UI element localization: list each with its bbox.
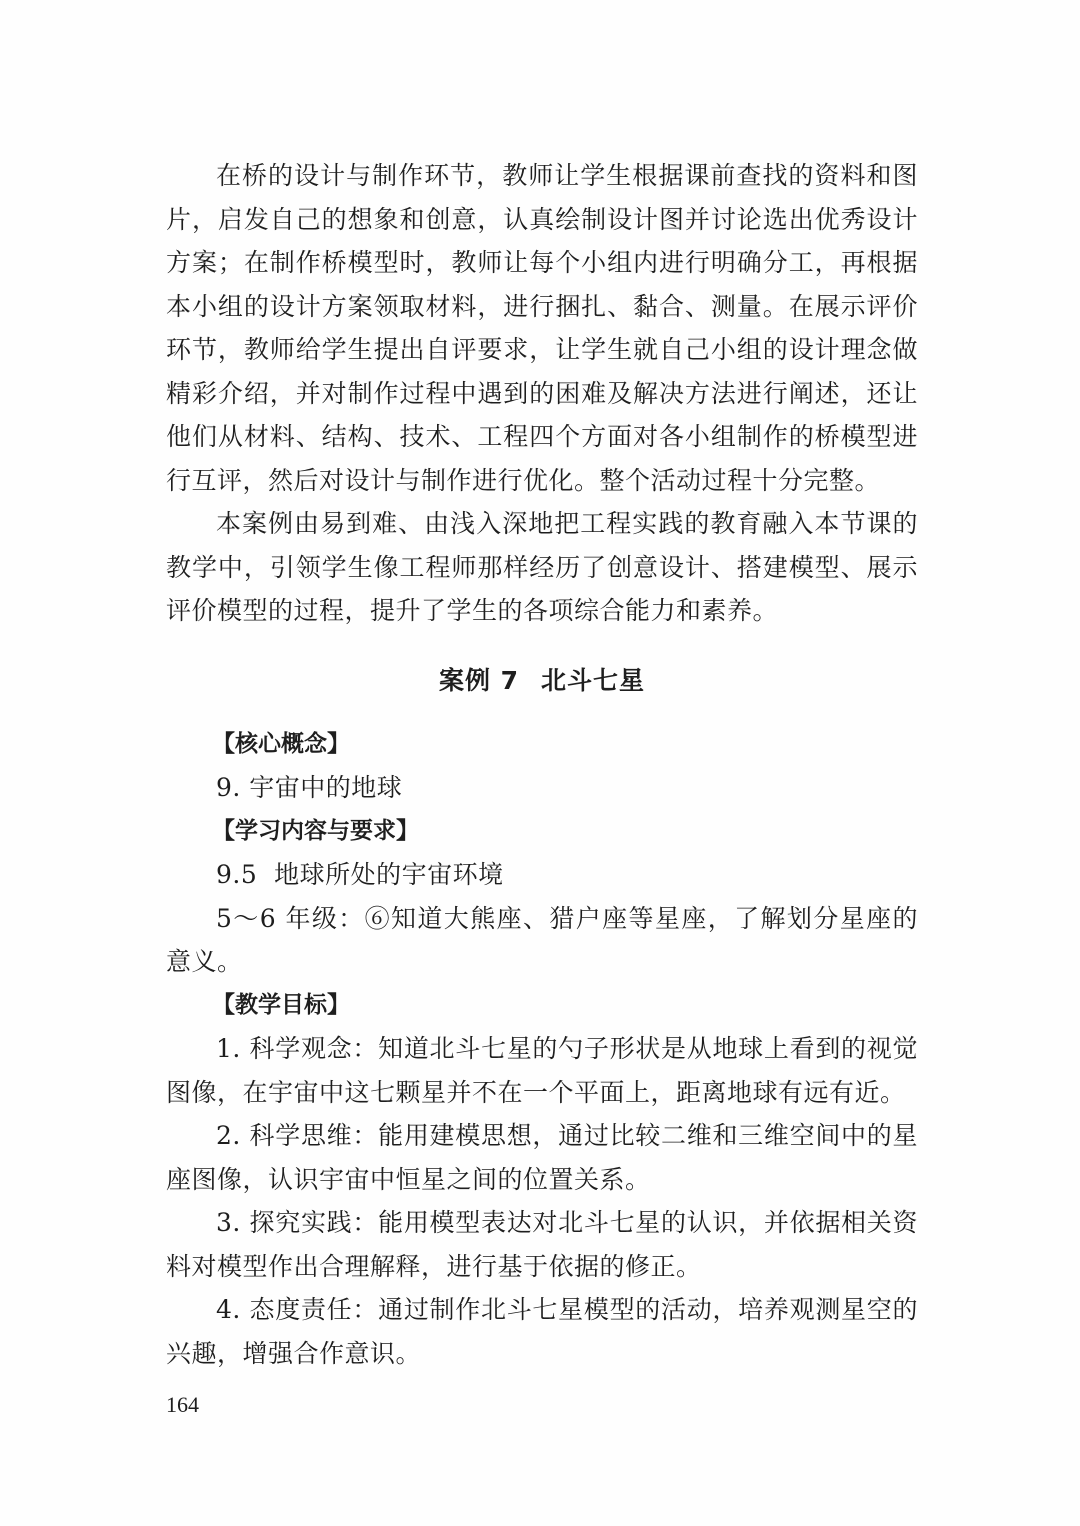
grade-requirement: 5～6 年级：⑥知道大熊座、猎户座等星座，了解划分星座的意义。 <box>166 903 918 976</box>
goal-item: 1. 科学观念：知道北斗七星的勺子形状是从地球上看到的视觉图像，在宇宙中这七颗星并不在一个平面上，距离地球有远有近。 <box>166 1034 918 1107</box>
case-name: 北斗七星 <box>541 665 646 695</box>
goal-item: 3. 探究实践：能用模型表达对北斗七星的认识，并依据相关资料对模型作出合理解释，进行基于依据的修正。 <box>166 1208 918 1281</box>
case-label: 案例 7 <box>438 665 520 695</box>
core-concept-heading: 【核心概念】 <box>212 730 350 757</box>
core-concept-text: 9. 宇宙中的地球 <box>216 773 403 802</box>
page-content <box>166 154 918 1375</box>
paragraph-bridge-design: 在桥的设计与制作环节，教师让学生根据课前查找的资料和图片，启发自己的想象和创意，认真绘制设计图并讨论选出优秀设计方案；在制作桥模型时，教师让每个小组内进行明确分工，再根据本小组的设计方案领取材料，进行捆扎、黏合、测量。在展示评价环节，教师给学生提出自评要求，让学生就自己小组的设计理念做精彩介绍，并对制作过程中遇到的困难及解决方法进行阐述，还让他们从材料、结构、技术、工程四个方面对各小组制作的桥模型进行互评，然后对设计与制作进行优化。整个活动过程十分完整。 <box>166 161 918 495</box>
learning-content-item: 9.5 地球所处的宇宙环境 <box>216 860 504 889</box>
teaching-goals-heading: 【教学目标】 <box>212 991 350 1018</box>
learning-content-heading: 【学习内容与要求】 <box>212 817 419 844</box>
goal-item: 4. 态度责任：通过制作北斗七星模型的活动，培养观测星空的兴趣，增强合作意识。 <box>166 1295 918 1368</box>
goal-item: 2. 科学思维：能用建模思想，通过比较二维和三维空间中的星座图像，认识宇宙中恒星之间的位置关系。 <box>166 1121 918 1194</box>
paragraph-case-summary: 本案例由易到难、由浅入深地把工程实践的教育融入本节课的教学中，引领学生像工程师那样经历了创意设计、搭建模型、展示评价模型的过程，提升了学生的各项综合能力和素养。 <box>166 509 918 625</box>
case-title <box>166 661 918 701</box>
page-number: 164 <box>166 1392 199 1417</box>
